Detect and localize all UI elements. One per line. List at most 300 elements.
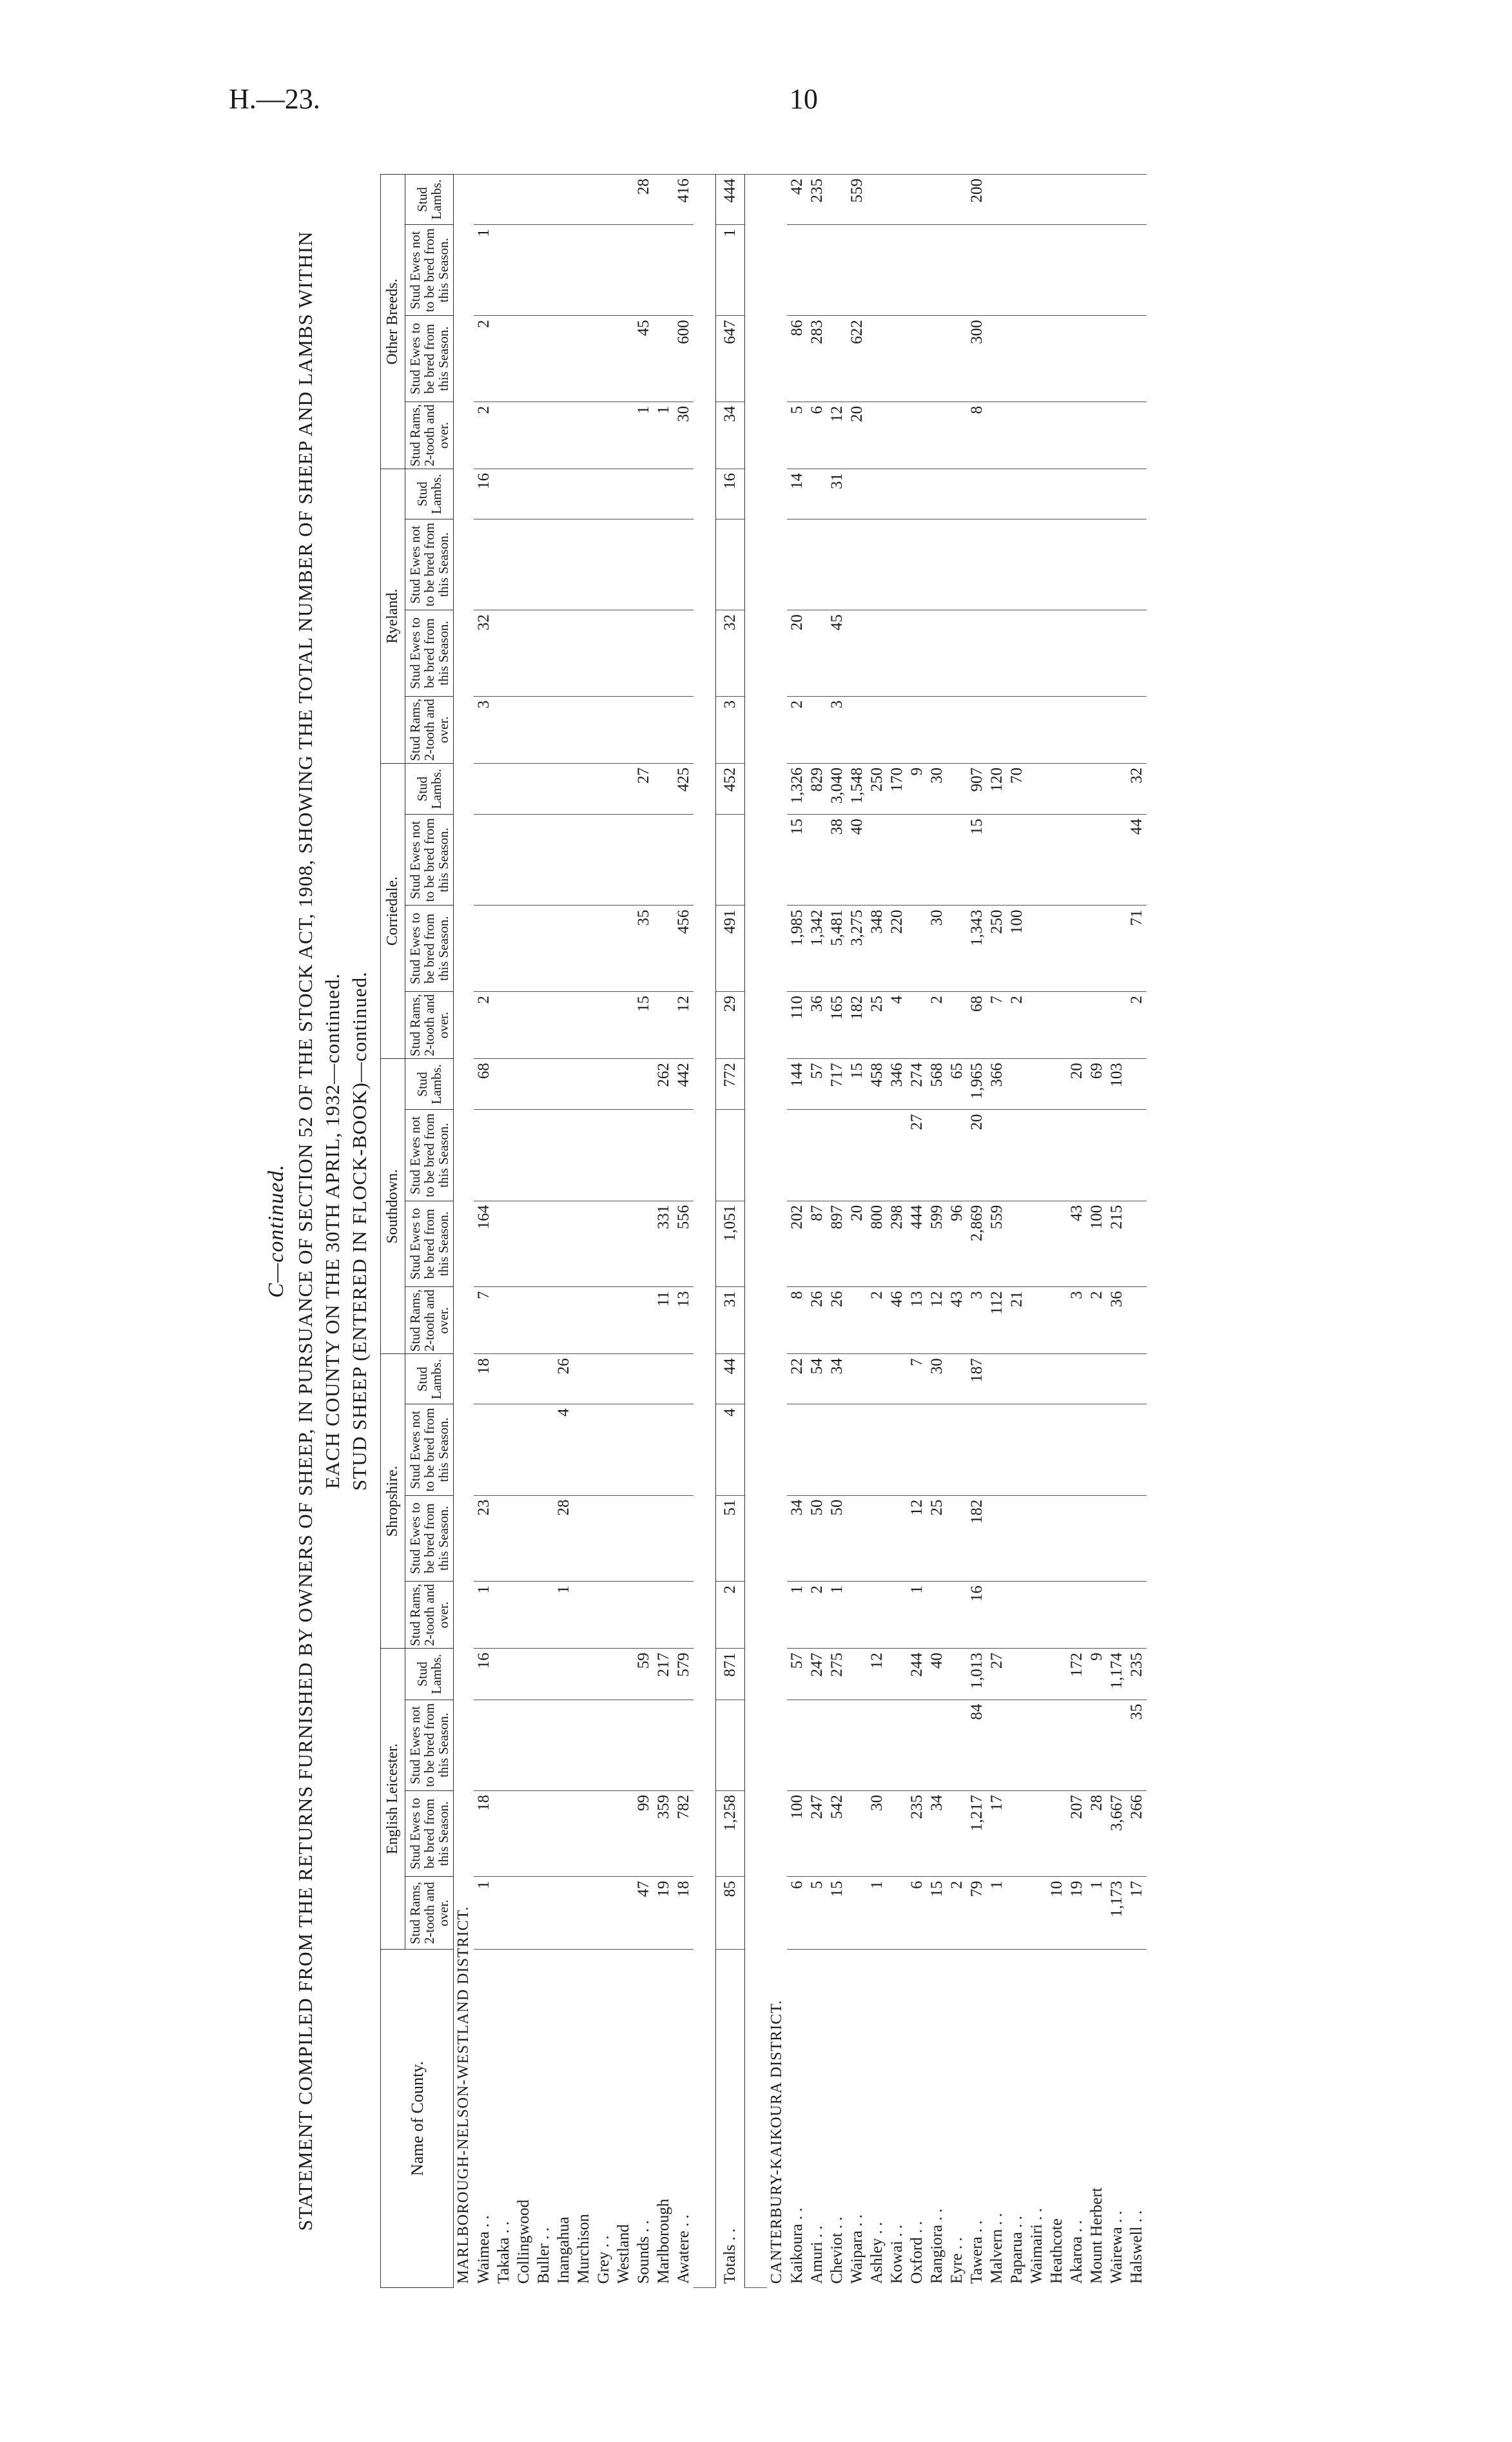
cell-value <box>654 1404 674 1495</box>
sub-column-header: Stud Ewes not to be bred from this Season. <box>405 1110 454 1201</box>
cell-value: 2 <box>716 1582 745 1649</box>
cell-value <box>634 815 654 906</box>
table-row <box>887 175 907 2288</box>
sub-column-header: Stud Ewes not to be bred from this Season. <box>405 519 454 610</box>
sub-column-header: Stud Ewes to be bred from this Season. <box>405 610 454 697</box>
cell-value <box>634 1287 654 1354</box>
cell-value: 34 <box>927 1790 947 1877</box>
cell-value <box>867 1354 887 1404</box>
cell-value: 26 <box>554 1354 574 1404</box>
cell-value <box>1027 469 1047 519</box>
cell-value <box>574 1495 594 1582</box>
cell-value <box>1047 763 1067 814</box>
cell-value <box>907 815 927 906</box>
cell-value: 600 <box>674 316 693 402</box>
table-row <box>847 175 867 2288</box>
cell-value <box>494 991 514 1058</box>
cell-value <box>907 1700 927 1790</box>
cell-value <box>534 1790 554 1877</box>
cell-value <box>474 906 494 992</box>
cell-value <box>947 519 967 610</box>
cell-value <box>847 1700 867 1790</box>
cell-value <box>614 1790 634 1877</box>
cell-value <box>867 175 887 225</box>
sub-column-header: Stud Lambs. <box>405 175 454 225</box>
cell-value <box>674 1495 693 1582</box>
cell-value <box>554 1700 574 1790</box>
cell-value: 14 <box>787 469 807 519</box>
cell-value <box>1047 815 1067 906</box>
cell-value <box>1087 1582 1107 1649</box>
cell-value <box>1047 906 1067 992</box>
cell-value <box>674 469 693 519</box>
cell-value: 51 <box>716 1495 745 1582</box>
county-name: Westland <box>614 1950 634 2288</box>
cell-value <box>867 1582 887 1649</box>
cell-value <box>614 763 634 814</box>
sub-column-header: Stud Ewes to be bred from this Season. <box>405 316 454 402</box>
cell-value: 12 <box>827 402 847 469</box>
county-name: Amuri . . <box>807 1950 827 2288</box>
cell-value <box>574 175 594 225</box>
cell-value: 568 <box>927 1059 947 1110</box>
table-row <box>907 175 927 2288</box>
breed-header-row <box>381 175 405 2288</box>
cell-value <box>594 519 614 610</box>
cell-value <box>574 1110 594 1201</box>
cell-value: 425 <box>674 763 693 814</box>
cell-value <box>1047 469 1067 519</box>
sub-column-header: Stud Rams, 2-tooth and over. <box>405 991 454 1058</box>
cell-value: 57 <box>807 1059 827 1110</box>
cell-value: 17 <box>987 1790 1007 1877</box>
cell-value <box>1107 1495 1127 1582</box>
cell-value: 4 <box>716 1404 745 1495</box>
cell-value: 559 <box>987 1201 1007 1287</box>
cell-value: 4 <box>554 1404 574 1495</box>
cell-value: 1 <box>827 1582 847 1649</box>
cell-value <box>614 1495 634 1582</box>
cell-value <box>614 696 634 763</box>
cell-value <box>654 815 674 906</box>
cell-value <box>614 175 634 225</box>
cell-value <box>514 696 534 763</box>
cell-value <box>474 815 494 906</box>
cell-value <box>867 225 887 316</box>
cell-value <box>594 1790 614 1877</box>
cell-value <box>594 696 614 763</box>
table-row <box>654 175 674 2288</box>
cell-value: 11 <box>654 1287 674 1354</box>
cell-value <box>574 1404 594 1495</box>
statement-title-line2: EACH COUNTY ON THE 30TH APRIL, 1932—continued. <box>321 973 344 1489</box>
cell-value <box>1087 815 1107 906</box>
cell-value: 16 <box>474 1649 494 1700</box>
cell-value <box>847 1354 867 1404</box>
cell-value <box>554 696 574 763</box>
table-row <box>1047 175 1067 2288</box>
cell-value: 2 <box>807 1582 827 1649</box>
sub-column-header: Stud Ewes to be bred from this Season. <box>405 1790 454 1877</box>
cell-value <box>574 1877 594 1950</box>
cell-value <box>1107 991 1127 1058</box>
cell-value <box>1067 402 1087 469</box>
cell-value <box>534 815 554 906</box>
stud-sheep-title: STUD SHEEP (ENTERED IN FLOCK-BOOK)—continued. <box>348 971 371 1491</box>
cell-value: 18 <box>674 1877 693 1950</box>
district-name: CANTERBURY-KAIKOURA DISTRICT. <box>767 175 787 2288</box>
cell-value <box>654 1354 674 1404</box>
cell-value: 444 <box>907 1201 927 1287</box>
cell-value: 452 <box>716 763 745 814</box>
cell-value <box>514 610 534 697</box>
cell-value: 20 <box>967 1110 987 1201</box>
cell-value <box>654 991 674 1058</box>
cell-value: 5,481 <box>827 906 847 992</box>
cell-value <box>1027 1201 1047 1287</box>
cell-value <box>654 1582 674 1649</box>
cell-value <box>1127 1354 1147 1404</box>
cell-value <box>1087 1700 1107 1790</box>
cell-value <box>907 610 927 697</box>
cell-value <box>654 175 674 225</box>
cell-value <box>1047 696 1067 763</box>
cell-value <box>1047 402 1067 469</box>
cell-value: 215 <box>1107 1201 1127 1287</box>
cell-value <box>634 469 654 519</box>
cell-value: 3 <box>967 1287 987 1354</box>
cell-value: 416 <box>674 175 693 225</box>
cell-value: 100 <box>1007 906 1027 992</box>
cell-value <box>534 225 554 316</box>
cell-value <box>1087 991 1107 1058</box>
cell-value <box>594 1354 614 1404</box>
page-number: 10 <box>790 83 818 115</box>
cell-value <box>1007 1110 1027 1201</box>
cell-value: 6 <box>787 1877 807 1950</box>
cell-value <box>1027 1287 1047 1354</box>
cell-value <box>867 316 887 402</box>
county-name: Collingwood <box>514 1950 534 2288</box>
cell-value <box>887 1354 907 1404</box>
cell-value: 12 <box>674 991 693 1058</box>
cell-value: 68 <box>474 1059 494 1110</box>
cell-value: 556 <box>674 1201 693 1287</box>
cell-value: 31 <box>716 1287 745 1354</box>
cell-value <box>927 175 947 225</box>
cell-value <box>494 469 514 519</box>
cell-value <box>1047 1700 1067 1790</box>
cell-value <box>514 1110 534 1201</box>
cell-value: 34 <box>787 1495 807 1582</box>
cell-value: 1,548 <box>847 763 867 814</box>
cell-value <box>1067 1404 1087 1495</box>
cell-value: 27 <box>907 1110 927 1201</box>
table-row <box>474 175 494 2288</box>
county-name: Cheviot . . <box>827 1950 847 2288</box>
breed-header: Southdown. <box>381 1059 405 1354</box>
cell-value <box>987 610 1007 697</box>
cell-value: 15 <box>787 815 807 906</box>
cell-value <box>1007 1201 1027 1287</box>
cell-value <box>554 1110 574 1201</box>
cell-value: 40 <box>847 815 867 906</box>
county-name: Totals . . <box>716 1950 745 2288</box>
cell-value: 86 <box>787 316 807 402</box>
cell-value <box>514 175 534 225</box>
cell-value <box>867 1404 887 1495</box>
cell-value: 26 <box>827 1287 847 1354</box>
cell-value: 20 <box>847 1201 867 1287</box>
sub-column-header: Stud Ewes to be bred from this Season. <box>405 1495 454 1582</box>
cell-value <box>594 1110 614 1201</box>
cell-value <box>494 519 514 610</box>
cell-value <box>514 1790 534 1877</box>
cell-value <box>1027 1649 1047 1700</box>
cell-value: 44 <box>716 1354 745 1404</box>
cell-value <box>1067 175 1087 225</box>
cell-value <box>534 1201 554 1287</box>
cell-value <box>907 696 927 763</box>
cell-value <box>574 225 594 316</box>
cell-value <box>1007 316 1027 402</box>
cell-value <box>614 519 634 610</box>
county-name: Oxford . . <box>907 1950 927 2288</box>
cell-value <box>654 696 674 763</box>
county-name: Heathcote <box>1047 1950 1067 2288</box>
cell-value <box>1067 696 1087 763</box>
cell-value <box>474 1404 494 1495</box>
sub-column-header: Stud Rams, 2-tooth and over. <box>405 696 454 763</box>
table-row <box>594 175 614 2288</box>
cell-value <box>867 815 887 906</box>
sub-column-header: Stud Rams, 2-tooth and over. <box>405 402 454 469</box>
cell-value: 71 <box>1127 906 1147 992</box>
cell-value: 1,258 <box>716 1790 745 1877</box>
cell-value: 47 <box>634 1877 654 1950</box>
cell-value <box>574 1649 594 1700</box>
cell-value <box>807 696 827 763</box>
cell-value <box>614 1354 634 1404</box>
cell-value <box>1107 469 1127 519</box>
cell-value <box>1127 1495 1147 1582</box>
cell-value <box>494 1110 514 1201</box>
cell-value <box>634 225 654 316</box>
cell-value: 12 <box>867 1649 887 1700</box>
cell-value <box>614 1649 634 1700</box>
cell-value <box>1047 1287 1067 1354</box>
cell-value: 16 <box>474 469 494 519</box>
cell-value: 2,869 <box>967 1201 987 1287</box>
cell-value <box>654 469 674 519</box>
table-row <box>534 175 554 2288</box>
cell-value <box>494 1354 514 1404</box>
cell-value <box>514 1877 534 1950</box>
cell-value <box>987 225 1007 316</box>
cell-value <box>594 1582 614 1649</box>
totals-row <box>716 175 745 2288</box>
cell-value: 1,173 <box>1107 1877 1127 1950</box>
cell-value <box>494 906 514 992</box>
cell-value: 35 <box>634 906 654 992</box>
cell-value <box>534 175 554 225</box>
county-name: Awatere . . <box>674 1950 693 2288</box>
cell-value <box>947 1110 967 1201</box>
table-header <box>381 175 454 2288</box>
cell-value: 43 <box>1067 1201 1087 1287</box>
cell-value: 1,174 <box>1107 1649 1127 1700</box>
cell-value <box>867 402 887 469</box>
cell-value <box>674 610 693 697</box>
cell-value <box>634 1404 654 1495</box>
cell-value <box>947 991 967 1058</box>
cell-value: 100 <box>787 1790 807 1877</box>
cell-value: 30 <box>867 1790 887 1877</box>
cell-value <box>1127 402 1147 469</box>
cell-value <box>1107 1404 1127 1495</box>
cell-value <box>594 1700 614 1790</box>
cell-value <box>554 1201 574 1287</box>
cell-value: 542 <box>827 1790 847 1877</box>
cell-value: 100 <box>1087 1201 1107 1287</box>
sub-column-header: Stud Ewes not to be bred from this Season. <box>405 225 454 316</box>
cell-value <box>574 1700 594 1790</box>
cell-value <box>987 175 1007 225</box>
cell-value <box>1027 1790 1047 1877</box>
breed-header: Corriedale. <box>381 763 405 1058</box>
cell-value: 16 <box>967 1582 987 1649</box>
cell-value: 262 <box>654 1059 674 1110</box>
county-name: Waimea . . <box>474 1950 494 2288</box>
table-row <box>947 175 967 2288</box>
cell-value <box>1127 1110 1147 1201</box>
cell-value <box>634 1201 654 1287</box>
cell-value <box>1067 469 1087 519</box>
continued-heading: C—continued. <box>264 1164 288 1298</box>
cell-value <box>967 696 987 763</box>
cell-value <box>474 175 494 225</box>
cell-value <box>554 815 574 906</box>
cell-value: 120 <box>987 763 1007 814</box>
cell-value <box>1047 519 1067 610</box>
county-column-header: Name of County. <box>381 1950 454 2288</box>
cell-value <box>634 1059 654 1110</box>
cell-value <box>1107 815 1127 906</box>
cell-value <box>1007 1790 1027 1877</box>
cell-value <box>1087 763 1107 814</box>
cell-value: 15 <box>927 1877 947 1950</box>
cell-value <box>594 991 614 1058</box>
sub-column-header: Stud Lambs. <box>405 763 454 814</box>
breed-header: English Leicester. <box>381 1649 405 1950</box>
cell-value <box>614 991 634 1058</box>
cell-value: 19 <box>654 1877 674 1950</box>
cell-value <box>514 316 534 402</box>
cell-value <box>574 1287 594 1354</box>
cell-value: 300 <box>967 316 987 402</box>
cell-value <box>1007 175 1027 225</box>
cell-value: 12 <box>907 1495 927 1582</box>
cell-value <box>1027 402 1047 469</box>
cell-value <box>907 402 927 469</box>
cell-value: 331 <box>654 1201 674 1287</box>
cell-value: 9 <box>907 763 927 814</box>
cell-value <box>847 469 867 519</box>
cell-value <box>1067 610 1087 697</box>
cell-value <box>1027 763 1047 814</box>
cell-value <box>494 225 514 316</box>
cell-value <box>1027 175 1047 225</box>
cell-value <box>474 519 494 610</box>
cell-value: 15 <box>827 1877 847 1950</box>
cell-value <box>1027 519 1047 610</box>
cell-value <box>967 225 987 316</box>
cell-value <box>1007 1495 1027 1582</box>
cell-value: 144 <box>787 1059 807 1110</box>
cell-value <box>1127 1404 1147 1495</box>
cell-value <box>1067 1354 1087 1404</box>
cell-value <box>867 1495 887 1582</box>
cell-value: 187 <box>967 1354 987 1404</box>
cell-value <box>654 906 674 992</box>
cell-value <box>1107 1110 1127 1201</box>
cell-value <box>927 1110 947 1201</box>
cell-value <box>987 1495 1007 1582</box>
table-row <box>614 175 634 2288</box>
cell-value <box>494 1059 514 1110</box>
cell-value: 13 <box>674 1287 693 1354</box>
cell-value <box>987 469 1007 519</box>
cell-value <box>1107 1354 1127 1404</box>
cell-value: 182 <box>847 991 867 1058</box>
table-row <box>574 175 594 2288</box>
cell-value <box>987 1404 1007 1495</box>
cell-value: 7 <box>474 1287 494 1354</box>
county-name: Grey . . <box>594 1950 614 2288</box>
cell-value <box>514 906 534 992</box>
cell-value <box>654 519 674 610</box>
cell-value: 247 <box>807 1649 827 1700</box>
county-name: Kaikoura . . <box>787 1950 807 2288</box>
cell-value: 85 <box>716 1877 745 1950</box>
cell-value <box>887 402 907 469</box>
cell-value <box>947 1404 967 1495</box>
cell-value <box>1027 1110 1047 1201</box>
cell-value <box>787 225 807 316</box>
cell-value <box>1087 316 1107 402</box>
cell-value: 25 <box>927 1495 947 1582</box>
table-row <box>827 175 847 2288</box>
cell-value: 1 <box>474 1582 494 1649</box>
county-name: Marlborough <box>654 1950 674 2288</box>
cell-value: 1 <box>1087 1877 1107 1950</box>
table-row <box>634 175 654 2288</box>
cell-value: 366 <box>987 1059 1007 1110</box>
cell-value <box>867 519 887 610</box>
cell-value: 23 <box>474 1495 494 1582</box>
cell-value <box>907 519 927 610</box>
cell-value <box>1027 1877 1047 1950</box>
cell-value <box>474 1110 494 1201</box>
cell-value <box>614 1110 634 1201</box>
cell-value <box>1007 696 1027 763</box>
cell-value <box>654 1700 674 1790</box>
cell-value <box>827 225 847 316</box>
cell-value <box>1047 1649 1067 1700</box>
cell-value <box>716 815 745 906</box>
cell-value: 458 <box>867 1059 887 1110</box>
county-name: Paparua . . <box>1007 1950 1027 2288</box>
